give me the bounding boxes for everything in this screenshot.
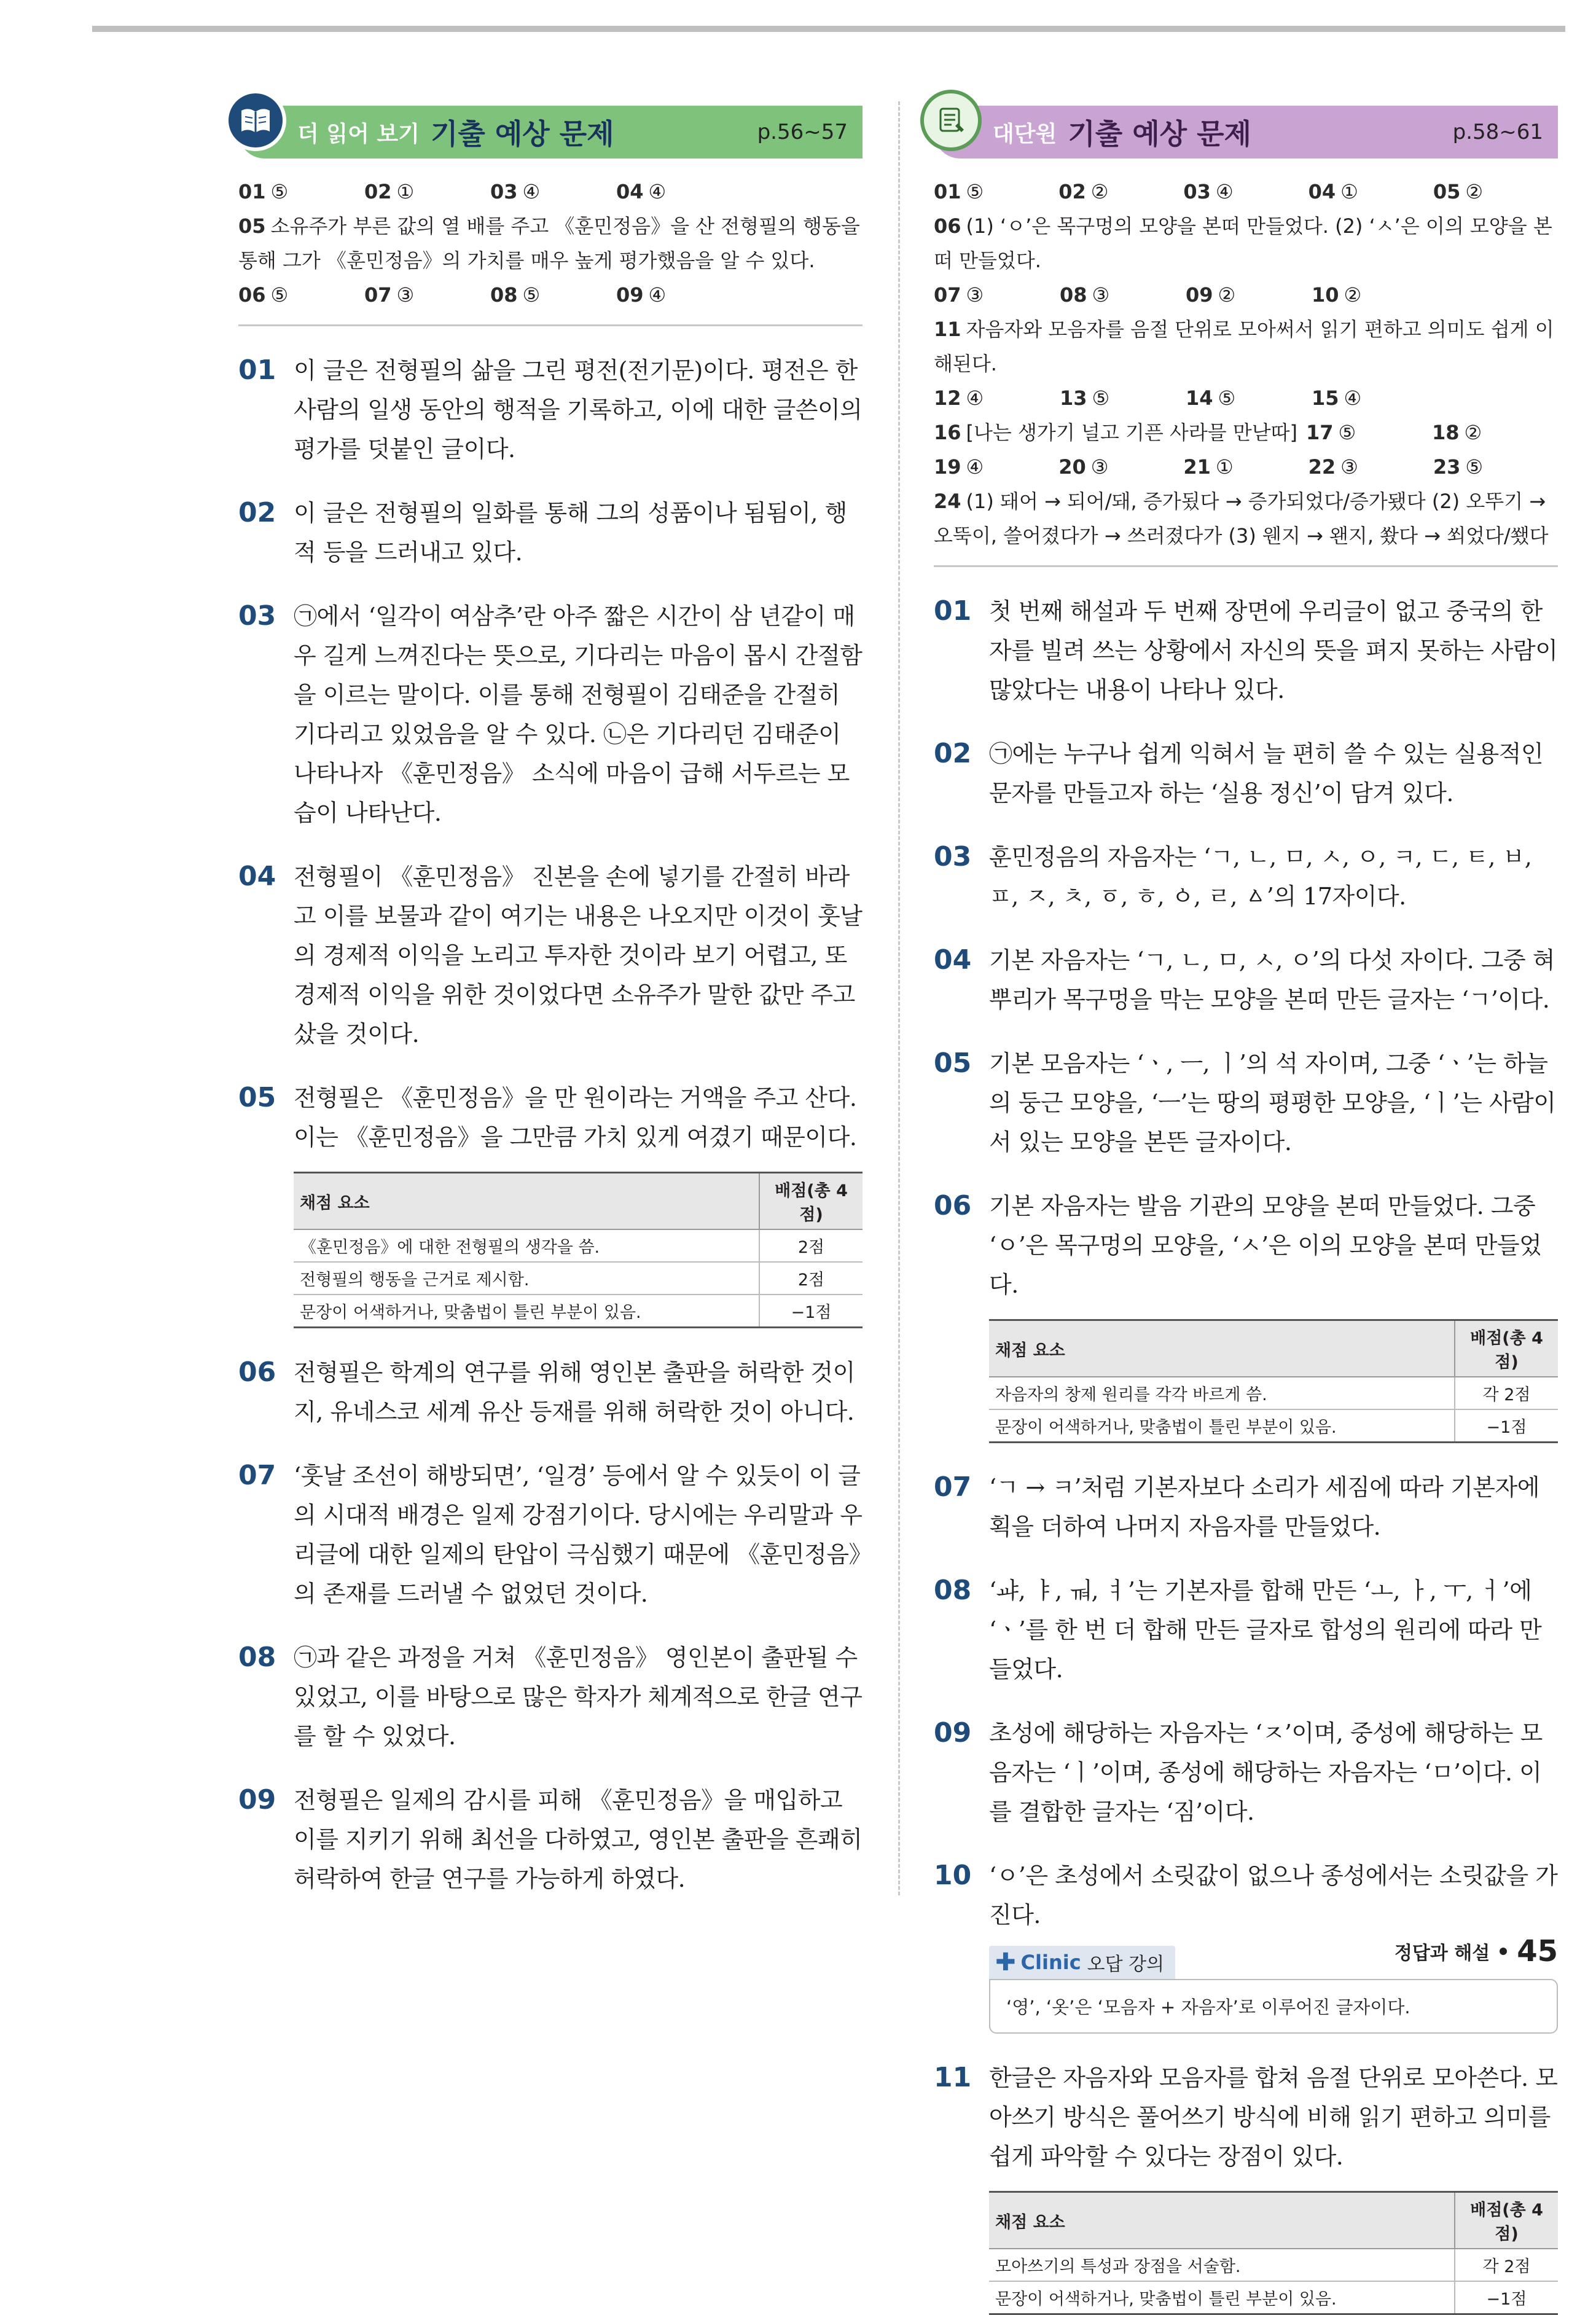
banner-title: 기출 예상 문제 [430,117,614,151]
points-cell: 각 2점 [1455,1377,1558,1409]
explanation-item-09 [934,1714,1558,1831]
answer-01: 01 ⑤ [238,180,289,203]
header-points: 배점(총 4점) [1455,2192,1558,2249]
answer-06: 06 (1) ‘ㅇ’은 목구멍의 모양을 본떠 만들었다. (2) ‘ㅅ’은 이의 모양을 본떠 만들었다. [934,214,1552,272]
points-cell: −1점 [759,1295,863,1328]
item-text: 전형필이 《훈민정음》 진본을 손에 넣기를 간절히 바라고 이를 보물과 같이 여기는 내용은 나오지만 이것이 훗날의 경제적 이익을 노리고 투자한 것이라 보기 어렵고, 또 경제적 이익을 위한 것이었다면 소유주가 말한 값만 주고 샀을 것이다. [294,863,863,1048]
table-row [989,1377,1558,1409]
points-cell: 각 2점 [1455,2249,1558,2281]
answer-20: 20 ③ [1058,455,1109,479]
criteria-cell: 문장이 어색하거나, 맞춤법이 틀린 부분이 있음. [294,1295,759,1328]
item-text: 훈민정음의 자음자는 ‘ㄱ, ㄴ, ㅁ, ㅅ, ㅇ, ㅋ, ㄷ, ㅌ, ㅂ, ㅍ, ㅈ, ㅊ, ㆆ, ㅎ, ㆁ, ㄹ, ㅿ’의 17자이다. [989,844,1532,910]
clinic-title: Clinic [1020,1951,1081,1974]
answer-14: 14 ⑤ [1186,386,1236,410]
table-row [294,1295,863,1328]
header-criteria: 채점 요소 [989,1320,1455,1377]
table-header-row [294,1173,863,1230]
explanation-item-06 [934,1186,1558,1304]
item-number: 02 [238,497,276,528]
item-number: 04 [238,861,276,892]
scoring-table-06 [989,1319,1558,1443]
scoring-table-11 [989,2191,1558,2315]
item-text: 전형필은 《훈민정음》을 만 원이라는 거액을 주고 산다. 이는 《훈민정음》을 그만큼 가치 있게 여겼기 때문이다. [294,1084,857,1151]
answer-18: 18 ② [1432,421,1482,444]
item-number: 07 [934,1471,972,1503]
item-text: 전형필은 일제의 감시를 피해 《훈민정음》을 매입하고 이를 지키기 위해 최선을 다하였고, 영인본 출판을 흔쾌히 허락하여 한글 연구를 가능하게 하였다. [294,1787,863,1892]
answer-23: 23 ⑤ [1433,455,1484,479]
answer-12: 12 ④ [934,386,984,410]
answer-21: 21 ① [1183,455,1234,479]
item-text: ㉠에서 ‘일각이 여삼추’란 아주 짧은 시간이 삼 년같이 매우 길게 느껴진다는 뜻으로, 기다리는 마음이 몹시 간절함을 이르는 말이다. 이를 통해 전형필이 김태준을 간절히 기다리고 있었음을 알 수 있다. ㉡은 기다리던 김태준이 나타나자 《훈민정음》 소식에 마음이 급해 서두르는 모습이 나타난다. [294,603,863,826]
answer-04: 04 ④ [616,180,667,203]
item-text: 첫 번째 해설과 두 번째 장면에 우리글이 없고 중국의 한자를 빌려 쓰는 상황에서 자신의 뜻을 펴지 못하는 사람이 많았다는 내용이 나타나 있다. [989,598,1558,703]
item-number: 04 [934,944,972,976]
answer-09: 09 ④ [616,283,667,307]
item-text: ‘ㅇ’은 초성에서 소릿값이 없으나 종성에서는 소릿값을 가진다. [989,1862,1558,1929]
answer-02: 02 ② [1058,180,1109,203]
answer-22: 22 ③ [1308,455,1358,479]
header-points: 배점(총 4점) [759,1173,863,1230]
explanation-item-05 [238,1078,863,1157]
answer-05: 05 소유주가 부른 값의 열 배를 주고 《훈민정음》을 산 전형필의 행동을 통해 그가 《훈민정음》의 가치를 매우 높게 평가했음을 알 수 있다. [238,214,860,272]
item-number: 06 [238,1357,276,1388]
answer-03: 03 ④ [490,180,541,203]
criteria-cell: 자음자의 창제 원리를 각각 바르게 씀. [989,1377,1455,1409]
banner-page-range: p.56~57 [757,120,848,144]
answer-24: 24 (1) 돼어 → 되어/돼, 증가됬다 → 증가되었다/증가됐다 (2) 오뚜기 → 오뚝이, 쓸어졌다가 → 쓰러졌다가 (3) 웬지 → 왠지, 쐈다 → 쐬었다/쐤다 [934,490,1549,547]
footer-label: 정답과 해설 [1394,1943,1490,1964]
answer-07: 07 ③ [934,283,984,307]
item-text: ‘ㄱ → ㅋ’처럼 기본자보다 소리가 세짐에 따라 기본자에 획을 더하여 나머지 자음자를 만들었다. [989,1474,1539,1540]
answer-row [1306,415,1558,450]
table-row [989,2249,1558,2281]
answer-03: 03 ④ [1183,180,1234,203]
item-number: 03 [238,600,276,632]
answer-04: 04 ① [1308,180,1358,203]
right-column [934,98,1558,2315]
answer-row-16: 16 [나는 생가기 널고 기픈 사라믈 만낟따] 17 ⑤ 18 ② [934,415,1558,450]
item-number: 09 [238,1784,276,1816]
table-header-row [989,1320,1558,1377]
points-cell: −1점 [1455,2281,1558,2314]
answer-09: 09 ② [1186,283,1236,307]
item-number: 05 [934,1048,972,1079]
explanation-item-04 [238,857,863,1054]
section-banner-reading [238,106,863,159]
criteria-cell: 《훈민정음》에 대한 전형필의 생각을 씀. [294,1229,759,1262]
item-text: 기본 자음자는 ‘ㄱ, ㄴ, ㅁ, ㅅ, ㅇ’의 다섯 자이다. 그중 혀뿌리가 목구멍을 막는 모양을 본떠 만든 글자는 ‘ㄱ’이다. [989,947,1555,1013]
table-row [989,2281,1558,2314]
item-text: 기본 자음자는 발음 기관의 모양을 본떠 만들었다. 그중 ‘ㅇ’은 목구멍의 모양을, ‘ㅅ’은 이의 모양을 본떠 만들었다. [989,1193,1542,1298]
book-icon [225,90,286,151]
clinic-header [989,1946,1175,1979]
column-divider [898,101,900,1895]
item-number: 09 [934,1717,972,1749]
item-text: 초성에 해당하는 자음자는 ‘ㅈ’이며, 중성에 해당하는 모음자는 ‘ㅣ’이며, 종성에 해당하는 자음자는 ‘ㅁ’이다. 이를 결합한 글자는 ‘짐’이다. [989,1720,1543,1825]
answer-01: 01 ⑤ [934,180,984,203]
explanation-item-10 [934,1856,1558,1935]
answer-row [934,278,1558,312]
explanation-item-04 [934,941,1558,1019]
banner-label: 더 읽어 보기 [297,121,420,147]
clinic-text: ‘영’, ‘옷’은 ‘모음자 + 자음자’로 이루어진 글자이다. [989,1979,1558,2034]
points-cell: 2점 [759,1229,863,1262]
answer-key [934,174,1558,567]
explanation-item-07 [934,1468,1558,1546]
explanation-item-02 [934,734,1558,813]
scoring-table-05 [294,1172,863,1328]
item-number: 08 [238,1642,276,1673]
item-number: 01 [238,354,276,386]
answer-11: 11 자음자와 모음자를 음절 단위로 모아써서 읽기 편하고 의미도 쉽게 이해된다. [934,318,1554,375]
explanation-item-08 [238,1638,863,1756]
points-cell: 2점 [759,1262,863,1295]
answer-10: 10 ② [1312,283,1362,307]
points-cell: −1점 [1455,1409,1558,1443]
item-number: 02 [934,738,972,769]
criteria-cell: 전형필의 행동을 근거로 제시함. [294,1262,759,1295]
item-text: 전형필은 학계의 연구를 위해 영인본 출판을 허락한 것이지, 유네스코 세계 유산 등재를 위해 허락한 것이 아니다. [294,1359,855,1425]
banner-page-range: p.58~61 [1452,120,1543,144]
item-text: 이 글은 전형필의 일화를 통해 그의 성품이나 됨됨이, 행적 등을 드러내고 있다. [294,499,847,566]
item-number: 10 [934,1860,972,1891]
answer-row [934,174,1558,209]
page-number: 45 [1517,1934,1558,1968]
answer-row [934,381,1558,415]
explanation-item-02 [238,493,863,572]
answer-row [238,174,863,209]
answer-15: 15 ④ [1312,386,1362,410]
table-row [294,1262,863,1295]
clinic-subtitle: 오답 강의 [1087,1954,1165,1975]
answer-13: 13 ⑤ [1060,386,1110,410]
item-text: 기본 모음자는 ‘ㆍ, ㅡ, ㅣ’의 석 자이며, 그중 ‘ㆍ’는 하늘의 둥근 모양을, ‘ㅡ’는 땅의 평평한 모양을, ‘ㅣ’는 사람이 서 있는 모양을 본뜬 글자이다. [989,1050,1556,1156]
item-number: 06 [934,1190,972,1221]
explanation-item-05 [934,1044,1558,1162]
criteria-cell: 모아쓰기의 특성과 장점을 서술함. [989,2249,1455,2281]
section-banner-unit [934,106,1558,159]
banner-title: 기출 예상 문제 [1068,117,1251,151]
explanation-item-11 [934,2058,1558,2176]
explanation-item-07 [238,1456,863,1613]
answer-17: 17 ⑤ [1306,421,1356,444]
answer-row [934,450,1558,484]
footer-bullet [1500,1948,1507,1955]
header-criteria: 채점 요소 [294,1173,759,1230]
item-number: 07 [238,1460,276,1491]
item-text: 한글은 자음자와 모음자를 합쳐 음절 단위로 모아쓴다. 모아쓰기 방식은 풀어쓰기 방식에 비해 읽기 편하고 의미를 쉽게 파악할 수 있다는 장점이 있다. [989,2064,1558,2170]
answer-08: 08 ⑤ [490,283,541,307]
item-number: 05 [238,1082,276,1113]
banner-label: 대단원 [993,121,1057,147]
answer-02: 02 ① [364,180,415,203]
answer-row [238,278,863,312]
explanation-item-03 [934,837,1558,916]
table-row [989,1409,1558,1443]
explanation-item-06 [238,1353,863,1432]
item-text: ㉠에는 누구나 쉽게 익혀서 늘 편히 쓸 수 있는 실용적인 문자를 만들고자 하는 ‘실용 정신’이 담겨 있다. [989,740,1544,807]
item-text: ‘훗날 조선이 해방되면’, ‘일경’ 등에서 알 수 있듯이 이 글의 시대적 배경은 일제 강점기이다. 당시에는 우리말과 우리글에 대한 일제의 탄압이 극심했기 때문에 《훈민정음》의 존재를 드러낼 수 없었던 것이다. [294,1462,863,1607]
item-number: 08 [934,1575,972,1606]
left-column [238,98,863,1898]
answer-key [238,174,863,326]
answer-08: 08 ③ [1060,283,1110,307]
top-rule [92,26,1565,32]
answer-06: 06 ⑤ [238,283,289,307]
criteria-cell: 문장이 어색하거나, 맞춤법이 틀린 부분이 있음. [989,1409,1455,1443]
explanation-item-03 [238,597,863,832]
table-row [294,1229,863,1262]
page-footer [1395,1934,1558,1968]
item-number: 03 [934,841,972,872]
item-text: ‘ㆇ, ㅑ, ㆊ, ㅕ’는 기본자를 합해 만든 ‘ㅗ, ㅏ, ㅜ, ㅓ’에 ‘ㆍ’를 한 번 더 합해 만든 글자로 합성의 원리에 따라 만들었다. [989,1577,1542,1683]
item-number: 01 [934,595,972,627]
explanation-item-01 [238,351,863,469]
table-header-row [989,2192,1558,2249]
pencil-note-icon [920,90,982,151]
explanation-item-09 [238,1780,863,1898]
header-points: 배점(총 4점) [1455,1320,1558,1377]
item-text: 이 글은 전형필의 삶을 그린 평전(전기문)이다. 평전은 한 사람의 일생 동안의 행적을 기록하고, 이에 대한 글쓴이의 평가를 덧붙인 글이다. [294,357,863,463]
answer-05: 05 ② [1433,180,1484,203]
answer-19: 19 ④ [934,455,984,479]
plus-icon: ✚ [995,1948,1016,1976]
explanation-item-08 [934,1571,1558,1689]
answer-07: 07 ③ [364,283,415,307]
criteria-cell: 문장이 어색하거나, 맞춤법이 틀린 부분이 있음. [989,2281,1455,2314]
explanation-item-01 [934,592,1558,710]
item-text: ㉠과 같은 과정을 거쳐 《훈민정음》 영인본이 출판될 수 있었고, 이를 바탕으로 많은 학자가 체계적으로 한글 연구를 할 수 있었다. [294,1644,863,1750]
item-number: 11 [934,2062,972,2093]
header-criteria: 채점 요소 [989,2192,1455,2249]
